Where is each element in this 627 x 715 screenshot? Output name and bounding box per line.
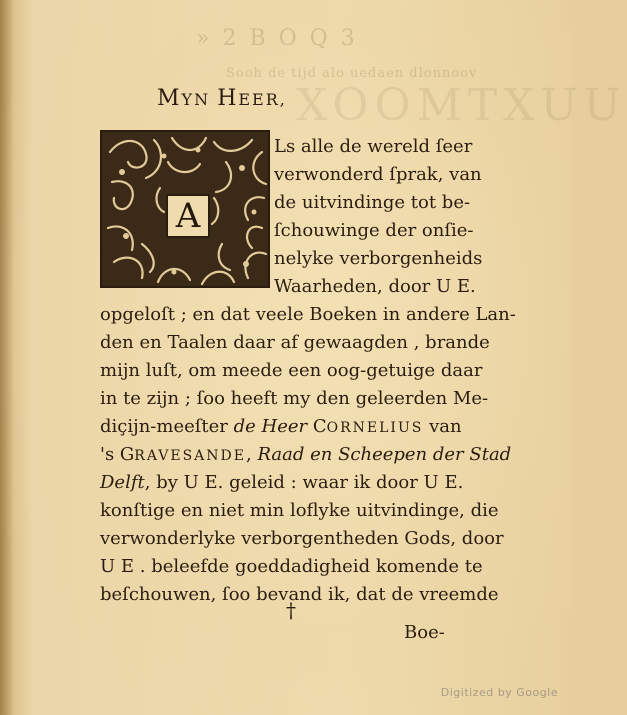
ornamental-drop-cap [100,130,270,288]
text-line: Waarheden, door U E. [274,276,476,297]
text-line: beſchouwen, ſoo bevand ik, dat de vreemde [100,584,499,605]
text-run: C [307,416,327,437]
text-run: 's G [100,444,135,465]
text-run-italic: de Heer [233,416,308,437]
text-run: , by U E. geleid : waar ik door U E. [144,472,464,493]
text-line [100,446,511,464]
salutation-rest-2: EER, [238,90,287,109]
text-run-smallcaps: RAVESANDE [134,448,246,464]
text-line: Ls alle de wereld ſeer [274,136,473,157]
text-run-italic: Raad en Scheepen der Stad [257,444,512,465]
text-line: den en Taalen daar af gewaagden , brande [100,332,490,353]
signature-mark: † [286,598,296,622]
text-run-smallcaps: ORNELIUS [326,420,424,436]
text-run: , [245,444,258,465]
text-line: de uitvindinge tot be- [274,192,471,213]
catchword: Boe- [404,622,445,643]
text-line: U E . beleefde goeddadigheid komende te [100,556,483,577]
salutation-rest-1: YN [181,90,218,109]
text-line [100,474,463,492]
drop-cap-letter: A [175,196,201,236]
text-line: verwonderlyke verborgentheden Gods, door [100,528,504,549]
text-line: in te zijn ; ſoo heeft my den geleerden Me- [100,388,489,409]
bleed-through-text-middle: Sooh de tijd alo uedaen dlonnoov [226,66,478,81]
text-run-italic: Delft [100,472,145,493]
digitization-watermark: Digitized by Google [440,686,558,699]
salutation-initial-2: H [217,86,239,111]
text-line: mijn luſt, om meede een oog-getuige daar [100,360,483,381]
text-line: verwonderd ſprak, van [274,164,482,185]
text-line: nelyke verborgenheids [274,248,483,269]
text-line: opgeloſt ; en dat veele Boeken in andere Lan- [100,304,516,325]
salutation [157,86,287,111]
salutation-initial-1: M [157,86,182,111]
bleed-through-text-top: » 2 B O Q 3 [196,26,358,51]
text-line: ſchouwinge der onſie- [274,220,474,241]
bleed-through-text-large: XOOMTXUU [296,80,627,131]
text-line: konſtige en niet min loflyke uitvindinge, die [100,500,499,521]
text-line [100,418,462,436]
text-run: diçijn-meeſter [100,416,234,437]
text-run: van [423,416,462,437]
gutter-shadow [0,0,14,715]
drop-cap-frame [166,194,210,238]
